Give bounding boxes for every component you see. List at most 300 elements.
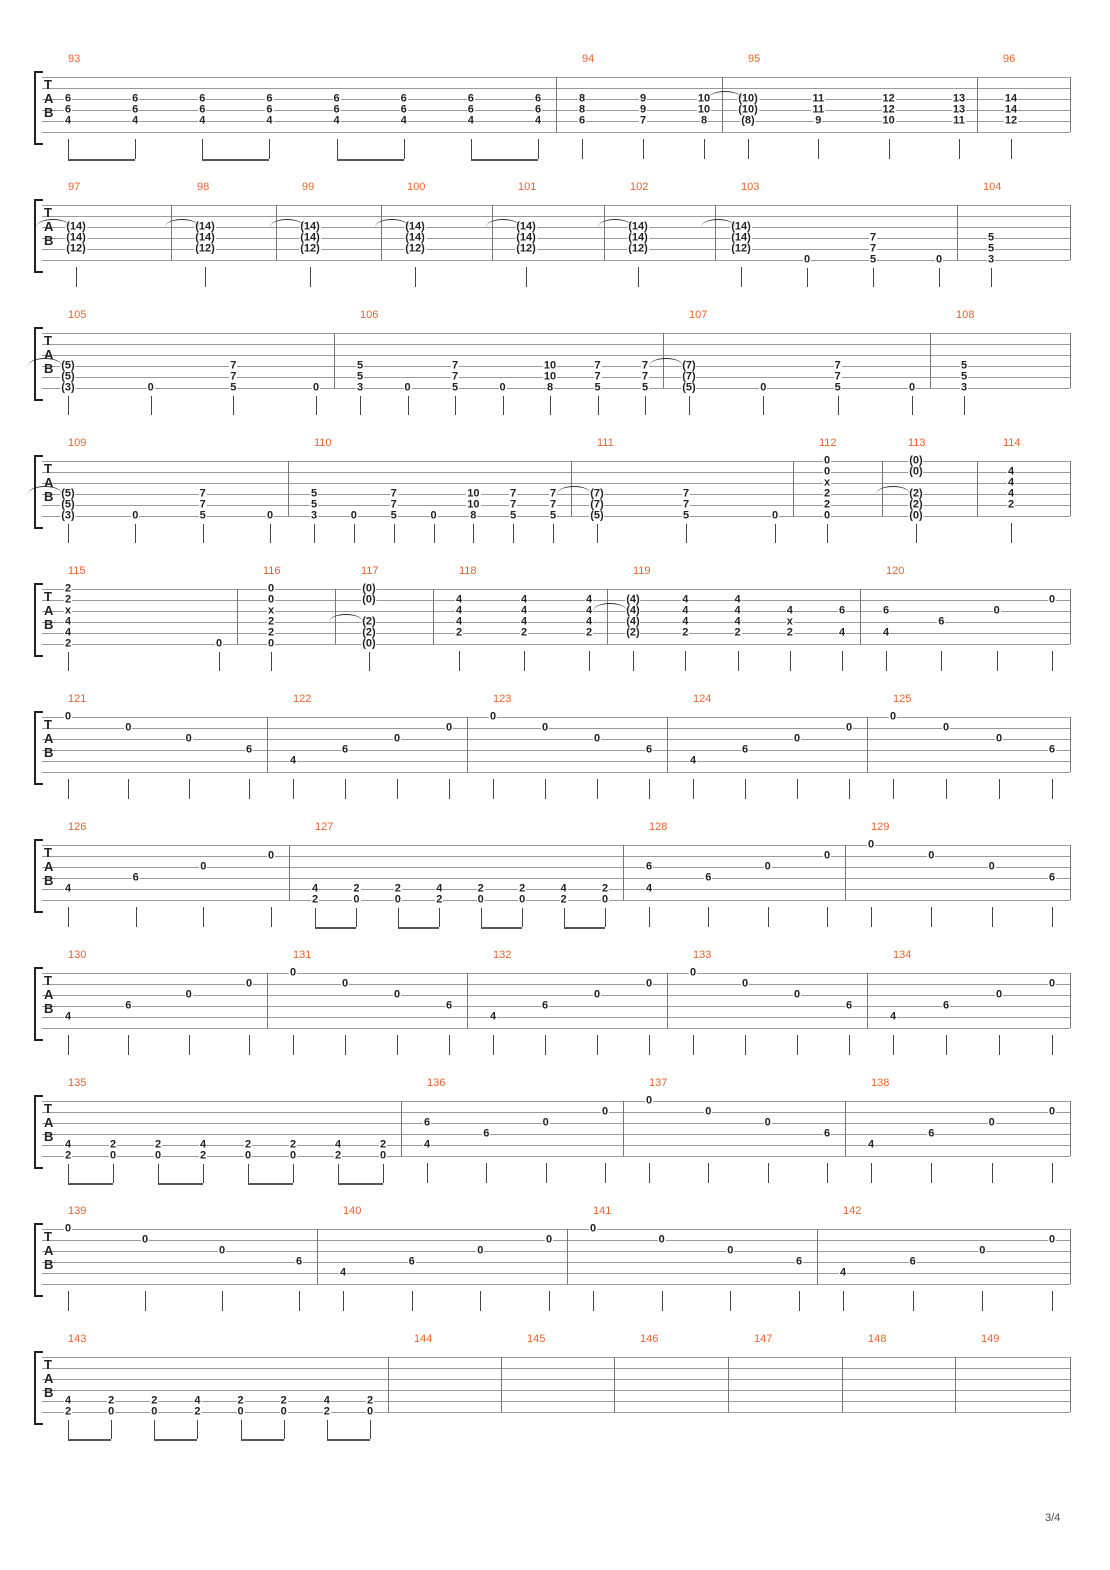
note-stem <box>589 651 590 671</box>
fret-number: 0 <box>185 732 192 745</box>
note-stem <box>649 779 650 799</box>
fret-number: 2 <box>154 1138 162 1151</box>
fret-number: 4 <box>1007 487 1015 500</box>
fret-number: 0 <box>541 721 549 734</box>
fret-number: (12) <box>195 242 215 255</box>
note-stem <box>827 524 828 543</box>
note-stem <box>203 524 204 543</box>
fret-number: 10 <box>467 487 480 500</box>
fret-number: 0 <box>727 1244 734 1257</box>
fret-number: 6 <box>645 743 653 756</box>
fret-number: 5 <box>641 381 649 394</box>
note-stem <box>128 779 129 799</box>
note-stem <box>68 652 69 671</box>
fret-number: 11 <box>953 114 965 127</box>
note-stem <box>203 907 204 927</box>
measure-number: 142 <box>843 1205 862 1217</box>
fret-number: 0 <box>593 732 601 745</box>
fret-number: 0 <box>601 893 609 906</box>
note-stem <box>310 267 311 287</box>
measure-number: 134 <box>893 949 912 961</box>
tie-arc <box>598 219 632 227</box>
fret-number: 4 <box>585 604 593 617</box>
fret-number: 0 <box>64 710 72 723</box>
fret-number: 0 <box>993 604 1000 617</box>
measure-number: 146 <box>640 1333 659 1345</box>
barline <box>1070 1229 1071 1284</box>
fret-number: 4 <box>64 615 72 628</box>
note-stem <box>315 908 316 927</box>
tab-clef-letter: A <box>44 219 54 234</box>
note-stem <box>412 1291 413 1311</box>
tab-clef-letter: B <box>44 617 54 632</box>
note-stem <box>113 1164 114 1183</box>
fret-number: 0 <box>793 988 801 1001</box>
fret-number: 5 <box>510 509 517 522</box>
fret-number: 0 <box>823 849 831 862</box>
fret-number: 2 <box>477 882 484 895</box>
fret-number: 4 <box>199 114 206 127</box>
fret-number: 9 <box>639 103 647 116</box>
note-stem <box>797 1035 798 1055</box>
note-beam <box>68 159 135 161</box>
note-beam <box>202 159 269 161</box>
fret-number: 12 <box>1004 114 1018 127</box>
fret-number: (4) <box>626 615 640 628</box>
note-beam <box>248 1183 293 1185</box>
note-stem <box>314 524 315 543</box>
note-stem <box>327 1420 328 1439</box>
tab-system <box>0 557 1110 685</box>
fret-number: 2 <box>823 487 831 500</box>
measure-number: 111 <box>597 437 614 449</box>
fret-number: 2 <box>560 893 567 906</box>
tab-clef-letter: A <box>44 1115 54 1130</box>
string-line-2 <box>42 728 1070 729</box>
measure-number: 117 <box>361 565 379 577</box>
tab-clef-letter: B <box>44 1001 54 1016</box>
fret-number: 0 <box>245 977 253 990</box>
fret-number: 0 <box>341 977 349 990</box>
fret-number: 6 <box>266 92 273 105</box>
note-stem <box>394 524 395 543</box>
system-bracket <box>34 199 43 273</box>
measure-number: 101 <box>518 181 537 193</box>
tab-clef-letter: T <box>44 717 52 732</box>
string-line-2 <box>42 984 1070 985</box>
barline <box>1070 1101 1071 1156</box>
barline <box>388 1357 389 1412</box>
tab-clef-letter: A <box>44 91 54 106</box>
string-line-6 <box>42 1284 1070 1285</box>
fret-number: 0 <box>823 465 831 478</box>
measure-number: 137 <box>649 1077 668 1089</box>
note-stem <box>345 779 346 799</box>
note-stem <box>434 524 435 543</box>
note-stem <box>546 1163 547 1183</box>
fret-number: x <box>823 476 831 489</box>
tab-clef-letter: T <box>44 205 52 220</box>
fret-number: 2 <box>64 1149 72 1162</box>
note-stem <box>354 524 355 543</box>
measure-number: 128 <box>649 821 668 833</box>
fret-number: 4 <box>534 114 542 127</box>
fret-number: (7) <box>590 487 604 500</box>
note-stem <box>369 652 370 671</box>
fret-number: 0 <box>430 509 437 522</box>
fret-number: 4 <box>689 754 697 767</box>
fret-number: 6 <box>578 114 586 127</box>
string-line-2 <box>42 344 1070 345</box>
fret-number: 2 <box>379 1138 387 1151</box>
tab-clef-letter: A <box>44 603 54 618</box>
note-stem <box>538 139 539 159</box>
fret-number: 0 <box>353 893 360 906</box>
fret-number: 6 <box>1048 871 1056 884</box>
measure-number: 139 <box>68 1205 87 1217</box>
fret-number: (14) <box>628 231 648 244</box>
fret-number: 0 <box>519 893 526 906</box>
fret-number: 6 <box>741 743 749 756</box>
note-stem <box>189 779 190 799</box>
note-stem <box>871 907 872 927</box>
fret-number: 6 <box>483 1127 490 1140</box>
barline <box>501 1357 502 1412</box>
system-bracket <box>34 967 43 1041</box>
fret-number: 7 <box>682 498 690 511</box>
fret-number: 4 <box>194 1394 201 1407</box>
fret-number: x <box>64 604 72 617</box>
string-line-6 <box>42 644 1070 645</box>
fret-number: 6 <box>333 92 340 105</box>
fret-number: 2 <box>108 1394 115 1407</box>
fret-number: 2 <box>289 1138 297 1151</box>
page-number: 3/4 <box>1045 1512 1061 1524</box>
string-line-4 <box>42 1134 1070 1135</box>
string-line-4 <box>42 1006 1070 1007</box>
note-stem <box>549 1291 550 1311</box>
fret-number: 5 <box>594 381 601 394</box>
fret-number: (12) <box>731 242 751 255</box>
fret-number: 9 <box>639 92 647 105</box>
fret-number: 5 <box>960 359 968 372</box>
fret-number: 6 <box>400 92 407 105</box>
fret-number: 6 <box>645 860 653 873</box>
fret-number: 7 <box>834 359 841 372</box>
fret-number: 5 <box>356 359 364 372</box>
fret-number: 7 <box>594 359 601 372</box>
barline <box>567 1229 568 1284</box>
fret-number: (0) <box>909 454 923 467</box>
measure-number: 104 <box>983 181 1002 193</box>
barline <box>1070 973 1071 1028</box>
fret-number: 7 <box>199 498 206 511</box>
note-stem <box>638 267 639 287</box>
fret-number: 6 <box>333 103 340 116</box>
note-stem <box>269 139 270 159</box>
fret-number: (3) <box>61 509 75 522</box>
system-bracket <box>34 583 43 657</box>
string-line-1 <box>42 589 1070 590</box>
fret-number: 10 <box>543 359 557 372</box>
measure-number: 141 <box>593 1205 612 1217</box>
note-stem <box>449 779 450 799</box>
fret-number: 2 <box>455 626 463 639</box>
fret-number: 0 <box>1048 1105 1056 1118</box>
fret-number: 4 <box>867 1138 875 1151</box>
note-stem <box>370 1420 371 1439</box>
note-beam <box>68 1439 111 1441</box>
string-line-6 <box>42 1028 1070 1029</box>
measure-number: 107 <box>689 309 708 321</box>
note-stem <box>68 396 69 415</box>
fret-number: 4 <box>311 882 319 895</box>
fret-number: 2 <box>1007 498 1015 511</box>
fret-number: 7 <box>510 498 517 511</box>
tab-clef-letter: A <box>44 1371 54 1386</box>
fret-number: 0 <box>593 988 601 1001</box>
fret-number: 5 <box>390 509 397 522</box>
fret-number: (12) <box>405 242 425 255</box>
note-beam <box>398 927 439 929</box>
note-stem <box>1052 651 1053 671</box>
note-beam <box>158 1183 203 1185</box>
fret-number: 8 <box>578 92 586 105</box>
fret-number: 4 <box>734 604 741 617</box>
barline <box>381 205 382 260</box>
fret-number: 4 <box>455 615 463 628</box>
fret-number: 0 <box>185 988 192 1001</box>
tab-system <box>0 813 1110 941</box>
fret-number: 2 <box>823 498 831 511</box>
fret-number: 9 <box>815 114 822 127</box>
tab-system <box>0 1069 1110 1197</box>
fret-number: 7 <box>682 487 690 500</box>
fret-number: 6 <box>882 604 890 617</box>
string-line-2 <box>42 1368 1070 1369</box>
fret-number: 4 <box>645 882 653 895</box>
fret-number: 3 <box>987 253 995 266</box>
fret-number: 4 <box>682 593 689 606</box>
fret-number: 0 <box>760 381 767 394</box>
measure-number: 122 <box>293 693 312 705</box>
string-line-6 <box>42 132 1070 133</box>
fret-number: 4 <box>560 882 567 895</box>
fret-number: 2 <box>194 1405 201 1418</box>
note-stem <box>745 1035 746 1055</box>
fret-number: (14) <box>405 220 425 233</box>
note-beam <box>481 927 522 929</box>
fret-number: 7 <box>834 370 841 383</box>
fret-number: 2 <box>64 1405 72 1418</box>
fret-number: 2 <box>199 1149 207 1162</box>
note-stem <box>768 1163 769 1183</box>
tab-clef-letter: T <box>44 461 52 476</box>
fret-number: 10 <box>697 92 711 105</box>
note-stem <box>293 779 294 799</box>
measure-number: 143 <box>68 1333 87 1345</box>
barline <box>867 717 868 772</box>
fret-number: (2) <box>362 615 376 628</box>
barline <box>171 205 172 260</box>
fret-number: 0 <box>1048 593 1056 606</box>
note-stem <box>151 396 152 415</box>
fret-number: 6 <box>64 103 72 116</box>
note-stem <box>997 651 998 671</box>
measure-number: 98 <box>197 181 210 193</box>
tie-arc <box>649 358 683 366</box>
fret-number: 4 <box>734 615 741 628</box>
measure-number: 109 <box>68 437 87 449</box>
fret-number: (8) <box>741 114 755 127</box>
note-stem <box>689 396 690 415</box>
barline <box>977 461 978 516</box>
fret-number: 13 <box>952 103 966 116</box>
note-stem <box>693 1035 694 1055</box>
fret-number: 0 <box>266 509 274 522</box>
fret-number: (14) <box>66 220 86 233</box>
note-stem <box>493 779 494 799</box>
fret-number: 0 <box>379 1149 387 1162</box>
measure-number: 94 <box>582 53 595 65</box>
fret-number: 5 <box>960 370 968 383</box>
tab-system <box>0 301 1110 429</box>
fret-number: (5) <box>61 359 75 372</box>
fret-number: 6 <box>341 743 349 756</box>
note-stem <box>818 139 819 159</box>
tab-clef-letter: A <box>44 731 54 746</box>
fret-number: (14) <box>628 220 648 233</box>
note-stem <box>1011 523 1012 543</box>
string-line-2 <box>42 600 1070 601</box>
note-stem <box>633 651 634 671</box>
fret-number: 0 <box>64 1222 72 1235</box>
barline <box>267 973 268 1028</box>
note-stem <box>797 779 798 799</box>
string-line-5 <box>42 1017 1070 1018</box>
note-stem <box>503 396 504 415</box>
fret-number: 2 <box>520 626 528 639</box>
fret-number: 7 <box>641 370 649 383</box>
fret-number: 4 <box>199 1138 207 1151</box>
fret-number: 11 <box>812 103 825 116</box>
string-line-1 <box>42 1357 1070 1358</box>
fret-number: 4 <box>882 626 890 639</box>
fret-number: (14) <box>731 220 751 233</box>
tab-system <box>0 45 1110 173</box>
note-stem <box>68 779 69 799</box>
fret-number: 2 <box>682 626 689 639</box>
fret-number: 0 <box>215 637 223 650</box>
note-stem <box>299 1291 300 1311</box>
note-stem <box>271 907 272 927</box>
measure-number: 119 <box>633 565 651 577</box>
tab-clef-letter: T <box>44 589 52 604</box>
system-bracket <box>34 1095 43 1169</box>
barline <box>842 1357 843 1412</box>
fret-number: 0 <box>995 988 1003 1001</box>
fret-number: (2) <box>909 498 923 511</box>
fret-number: 2 <box>394 882 401 895</box>
fret-number: 4 <box>64 882 72 895</box>
note-stem <box>545 1035 546 1055</box>
fret-number: 7 <box>549 487 557 500</box>
string-line-6 <box>42 260 1070 261</box>
string-line-4 <box>42 622 1070 623</box>
fret-number: 6 <box>64 92 72 105</box>
note-stem <box>1052 1163 1053 1183</box>
string-line-4 <box>42 750 1070 751</box>
note-stem <box>959 139 960 159</box>
note-stem <box>338 1164 339 1183</box>
note-stem <box>68 524 69 543</box>
fret-number: 8 <box>546 381 554 394</box>
note-stem <box>643 139 644 159</box>
fret-number: (0) <box>909 509 923 522</box>
fret-number: 6 <box>795 1255 803 1268</box>
fret-number: 2 <box>323 1405 330 1418</box>
note-stem <box>964 396 965 415</box>
fret-number: 0 <box>489 710 497 723</box>
fret-number: 5 <box>230 381 237 394</box>
note-stem <box>745 779 746 799</box>
measure-number: 133 <box>693 949 712 961</box>
note-stem <box>843 1291 844 1311</box>
fret-number: 0 <box>477 893 484 906</box>
fret-number: 4 <box>455 593 463 606</box>
fret-number: 7 <box>451 370 459 383</box>
note-stem <box>135 139 136 159</box>
fret-number: 0 <box>1048 977 1056 990</box>
note-stem <box>704 139 705 159</box>
string-line-3 <box>42 1379 1070 1380</box>
fret-number: 2 <box>334 1149 342 1162</box>
fret-number: 0 <box>689 966 697 979</box>
note-stem <box>493 1035 494 1055</box>
fret-number: 7 <box>230 370 237 383</box>
barline <box>860 589 861 644</box>
barline <box>817 1229 818 1284</box>
measure-number: 149 <box>981 1333 1000 1345</box>
note-stem <box>545 779 546 799</box>
fret-number: 5 <box>987 242 995 255</box>
tab-clef-letter: B <box>44 489 54 504</box>
string-line-1 <box>42 717 1070 718</box>
fret-number: (0) <box>362 637 376 650</box>
fret-number: 7 <box>549 498 557 511</box>
note-stem <box>383 1164 384 1183</box>
note-stem <box>524 651 525 671</box>
fret-number: 6 <box>534 103 542 116</box>
barline <box>1070 333 1071 388</box>
note-beam <box>471 159 538 161</box>
string-line-5 <box>42 761 1070 762</box>
fret-number: 6 <box>467 103 474 116</box>
fret-number: 2 <box>151 1394 158 1407</box>
fret-number: 7 <box>641 359 649 372</box>
barline <box>556 77 557 132</box>
fret-number: 6 <box>245 743 253 756</box>
note-stem <box>775 524 776 543</box>
fret-number: 6 <box>467 92 474 105</box>
tie-arc <box>593 603 627 611</box>
fret-number: 0 <box>244 1149 252 1162</box>
fret-number: 4 <box>64 626 72 639</box>
tab-clef-letter: A <box>44 987 54 1002</box>
note-stem <box>738 651 739 671</box>
note-stem <box>649 1163 650 1183</box>
tab-clef-letter: T <box>44 1229 52 1244</box>
